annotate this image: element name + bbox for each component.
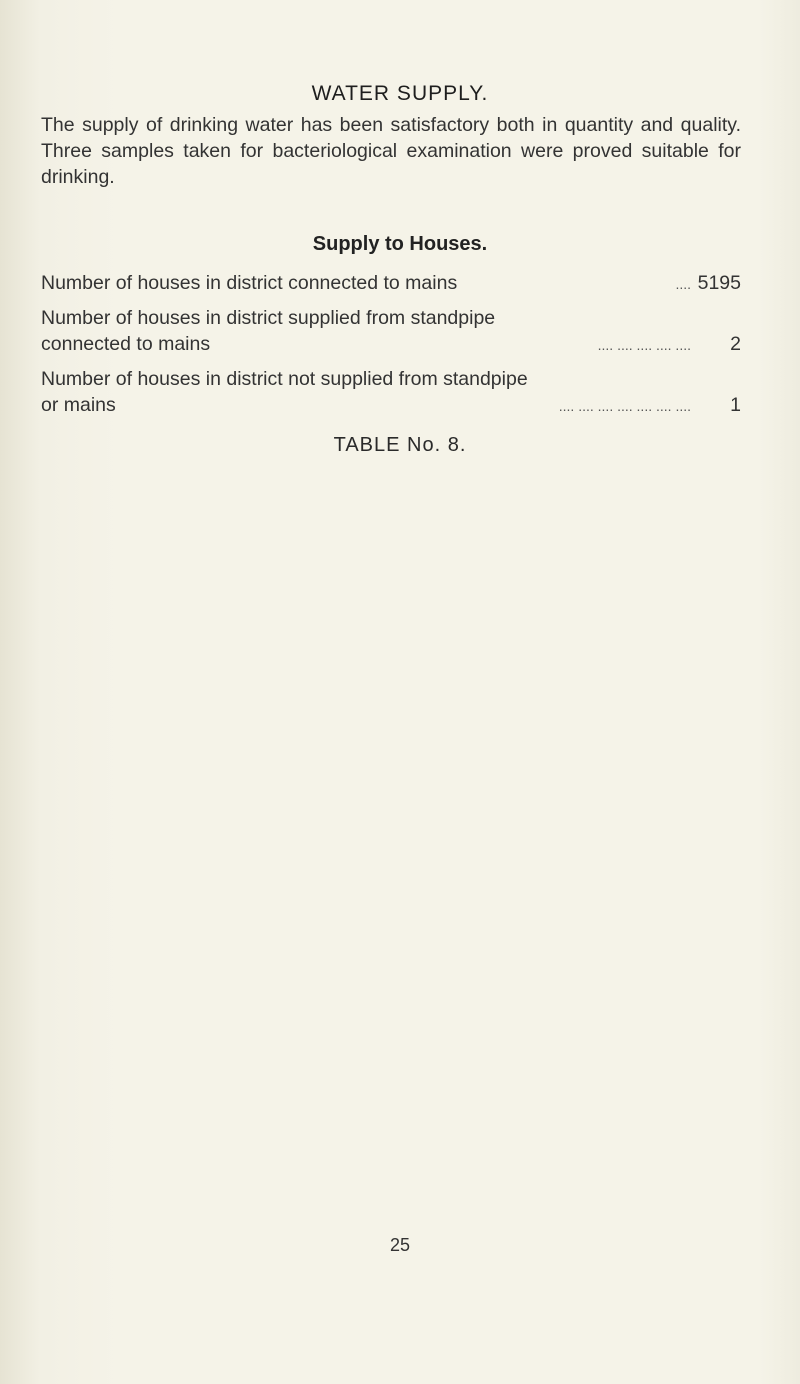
row-label: Number of houses in district connected to mains [41, 272, 458, 294]
row-label-line1: Number of houses in district not supplied from standpipe [41, 368, 528, 390]
leader-dots: .... [675, 276, 691, 292]
leader-dots: .... .... .... .... .... [597, 337, 691, 353]
row-value: 1 [730, 394, 741, 416]
row-line [41, 270, 741, 297]
leader-dots: .... .... .... .... .... .... .... [558, 398, 691, 414]
subsection-heading: Supply to Houses. [312, 233, 488, 255]
row-label-line2: or mains [41, 394, 116, 416]
supply-row-standpipe [41, 305, 741, 358]
supply-row-not-supplied [41, 366, 741, 419]
page-number: 25 [389, 1235, 411, 1255]
table-title: TABLE No. 8. [333, 434, 467, 456]
row-label-line2: connected to mains [41, 333, 211, 355]
row-label-line1: Number of houses in district supplied from standpipe [41, 307, 496, 329]
row-line [41, 331, 741, 358]
row-value: 2 [730, 333, 741, 355]
row-line [41, 392, 741, 419]
intro-paragraph: The supply of drinking water has been satisfactory both in quantity and quality. Three samples taken for bacteriological examination were proved suitable for drinking. [41, 114, 741, 188]
section-heading: WATER SUPPLY. [311, 82, 489, 105]
row-value: 5195 [697, 272, 741, 294]
supply-row-connected [41, 270, 741, 297]
